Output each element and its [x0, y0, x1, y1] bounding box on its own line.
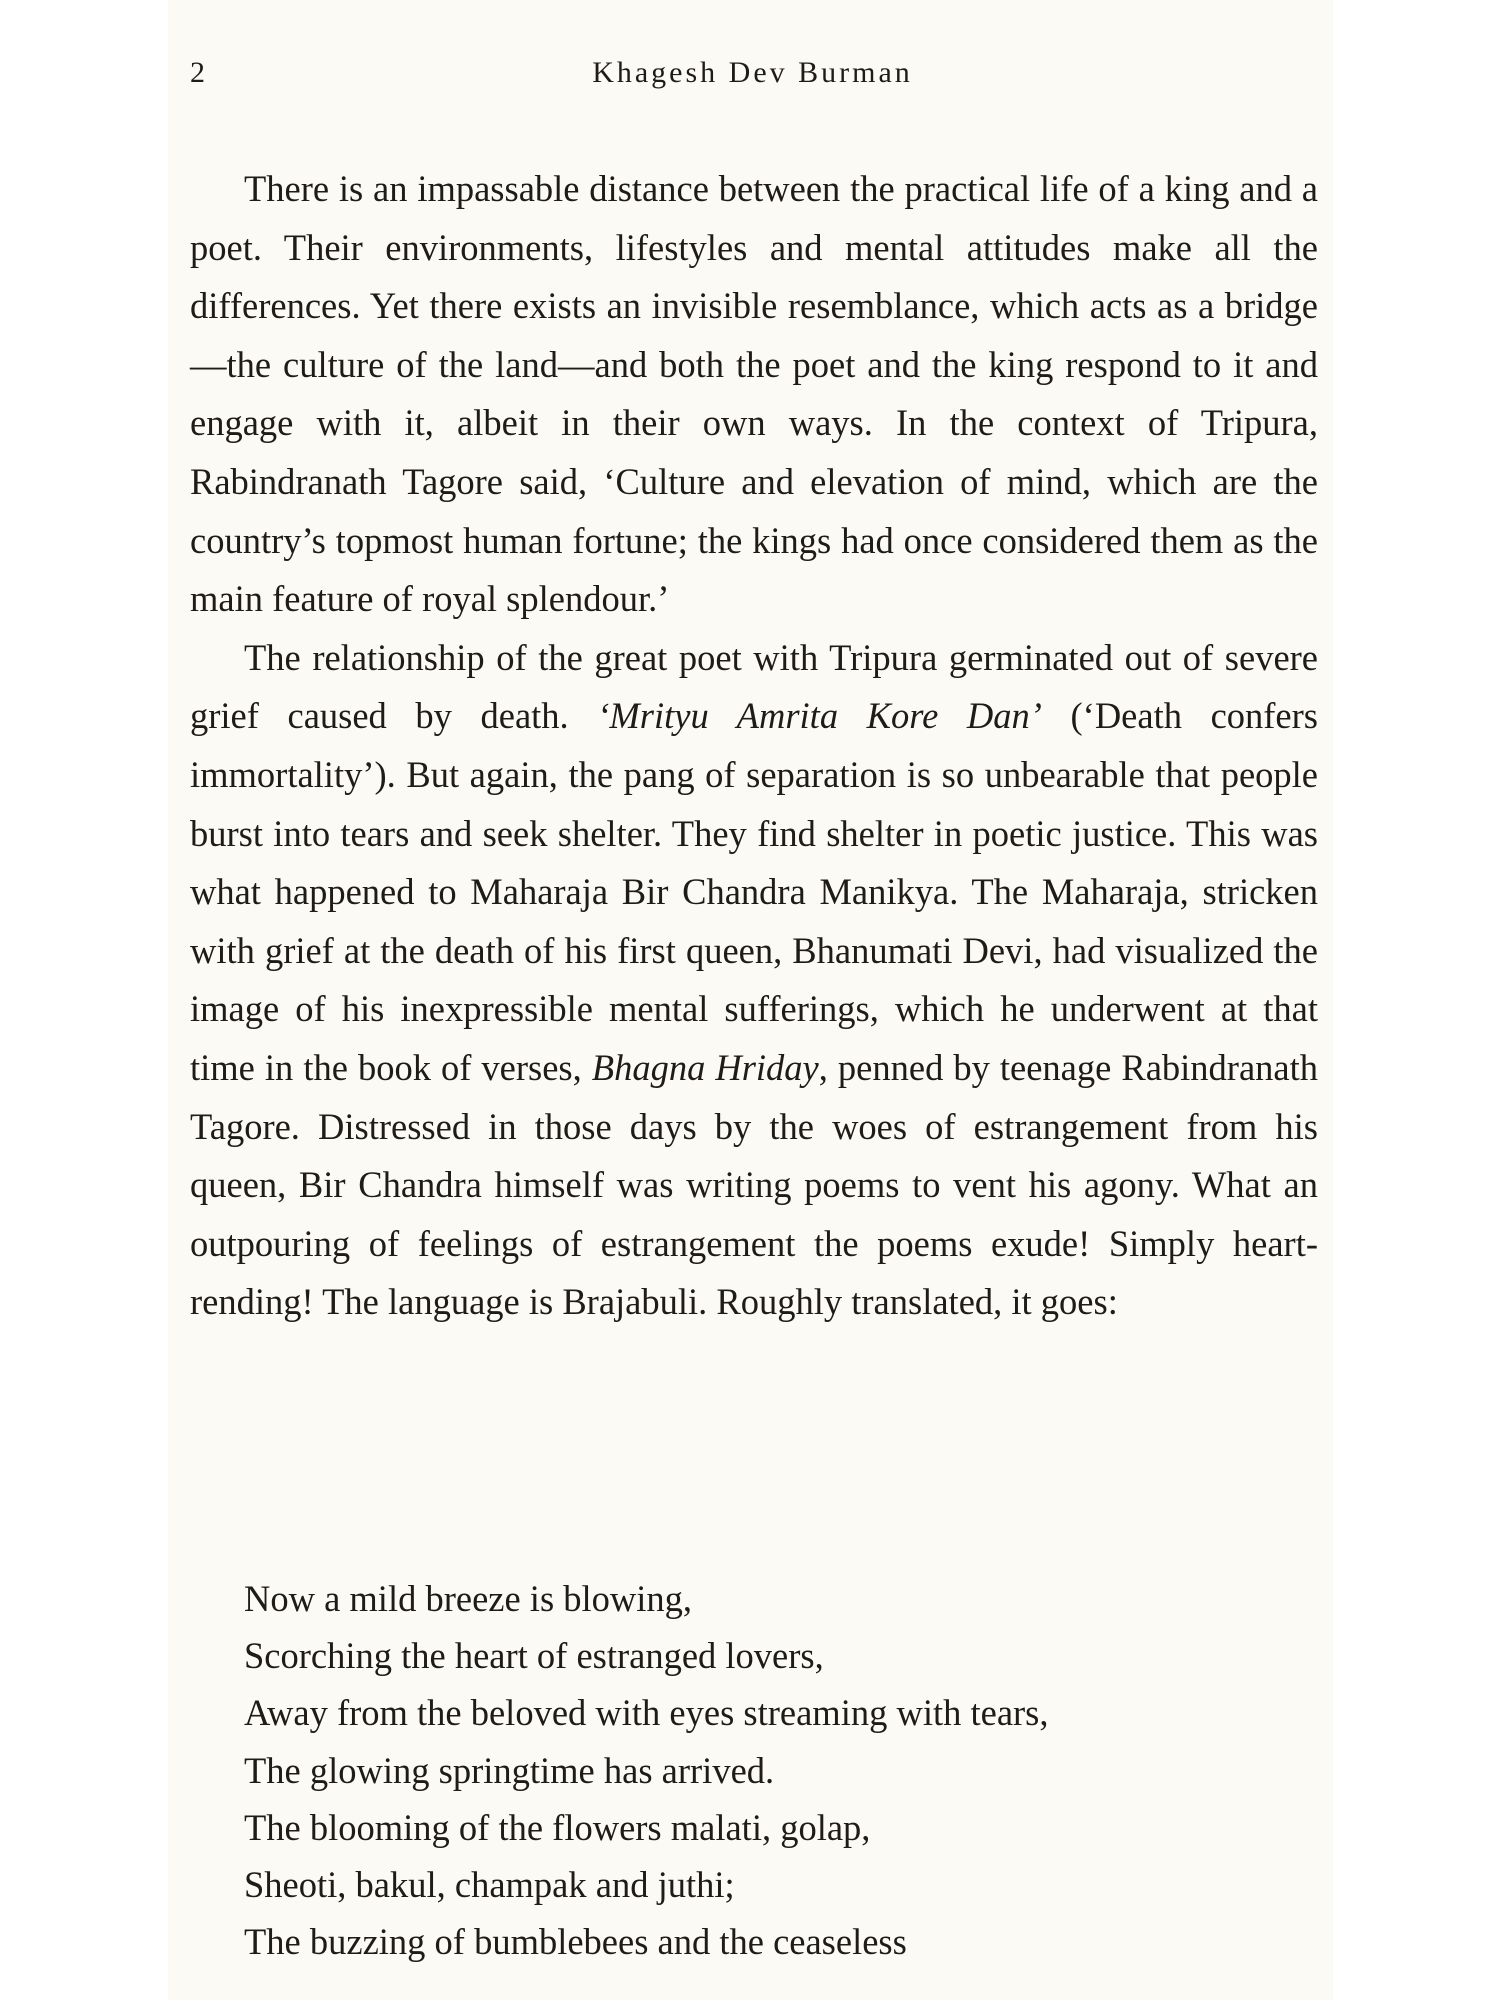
body-text: [190, 160, 1318, 1332]
verse-block: [244, 1570, 1049, 1970]
running-head: [190, 56, 1315, 106]
paragraph-text: , penned by teenage Rabindranath Tagore. Distressed in those days by the woes of estrangement from his queen, Bir Chandra himself was writing poems to vent his agony. What an outpouring of feelings of estrangement the poems exude! Simply heart-rending! The language is Brajabuli. Roughly translated, it goes:: [190, 1046, 1318, 1323]
paragraph-text: (‘Death confers immortality’). But again, the pang of separation is so unbearable that people burst into tears and seek shelter. They find shelter in poetic justice. This was what happened to Maharaja Bir Chandra Manikya. The Maharaja, stricken with grief at the death of his first queen, Bhanumati Devi, had visualized the image of his inexpressible mental sufferings, which he underwent at that time in the book of verses,: [190, 695, 1318, 1088]
verse-line: Now a mild breeze is blowing,: [244, 1578, 693, 1619]
verse-line: The buzzing of bumblebees and the ceaseless: [244, 1921, 907, 1963]
paragraph-text: There is an impassable distance between the practical life of a king and a poet. Their environments, lifestyles and mental attitudes make all the differences. Yet there exists an invisible resemblance, which acts as a bridge—the culture of the land—and both the poet and the king respond to it and engage with it, albeit in their own ways. In the context of Tripura, Rabindranath Tagore said, ‘Culture and elevation of mind, which are the country’s topmost human fortune; the kings had once considered them as the main feature of royal splendour.’: [190, 168, 1318, 620]
italic-title: ‘Mrityu Amrita Kore Dan’: [597, 695, 1042, 737]
italic-title: Bhagna Hriday: [591, 1046, 819, 1088]
verse-line: Sheoti, bakul, champak and juthi;: [244, 1864, 735, 1906]
verse-line: Scorching the heart of estranged lovers,: [244, 1635, 824, 1677]
verse-line: The blooming of the flowers malati, golap,: [244, 1806, 871, 1848]
paragraph: [190, 160, 1318, 629]
verse-line: Away from the beloved with eyes streaming with tears,: [244, 1692, 1049, 1734]
verse-line: The glowing springtime has arrived.: [244, 1749, 775, 1791]
paragraph: [190, 629, 1318, 1332]
paragraph-text: The relationship of the great poet with Tripura germinated out of severe grief caused by death.: [190, 636, 1318, 737]
page-number: 2: [190, 56, 206, 89]
running-title: Khagesh Dev Burman: [592, 56, 913, 89]
